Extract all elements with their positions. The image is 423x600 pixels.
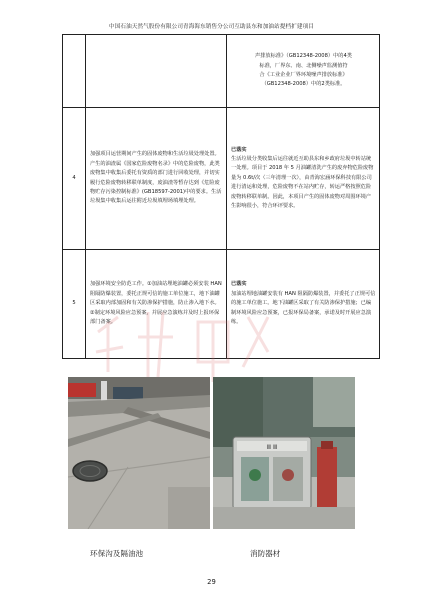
row-number: 4 [63, 108, 86, 250]
implementation-text: 生活垃圾分类收集后运往就近互助县东和乡政府垃圾中转站统一处理。项目于 2018 年 5 月油罐清洗产生的废弃物危险废物量为 0.6t/次（三年清理一次），由青海宏涵环保科技有限公司进行清运和处理，危险废物不在站内贮存，转运严格按照危险废物转移联单制。因此，本项目产生的固体废物对周围环境产生影响很小，符合环评要求。 [231, 155, 374, 210]
row-number-cell [63, 35, 86, 108]
requirement-cell [86, 35, 227, 108]
requirement-text: 加强环境安全防范工作。①加油站埋地油罐必须安装 HAN 阻隔防爆装置，委托正规可信的施工单位施工，地下油罐区采取内部加固和有关防渗保护措施，防止渗入地下水。②制定环境风险应急预案，并展应急演练并及时上报环保部门备案。 [90, 281, 222, 326]
implementation-cell [227, 250, 380, 359]
implementation-cell [227, 108, 380, 250]
drainage-photo-image [68, 377, 210, 529]
table-row [63, 250, 380, 359]
noise-standard-line: 声排放标准》（GB12348-2008）中的4类 [255, 53, 352, 60]
photo-caption-drainage: 环保沟及隔油池 [90, 549, 144, 558]
photo-drainage [68, 377, 210, 529]
fire-equipment-photo-image [213, 377, 355, 529]
noise-standard-line: 合《工业企业厂界环境噪声排放标准》 [259, 72, 348, 78]
document-header: 中国石油天然气股份有限公司青海海东销售分公司互助县东和加油站提档扩建项目 [109, 24, 314, 30]
implementation-cell [227, 35, 380, 108]
status-title: 已落实 [231, 281, 247, 288]
noise-standard-line: 标准，厂界东、南、北侧噪声监测值符 [259, 62, 348, 69]
row-number: 5 [63, 250, 86, 359]
photo-caption-fire-equipment: 消防器材 [250, 549, 281, 558]
noise-standard-line: （GB12348-2008）中的2类标准。 [261, 81, 346, 88]
svg-text:Ⅲ Ⅲ: Ⅲ Ⅲ [266, 444, 278, 451]
implementation-text: 加油站埋地油罐安装有 HAN 阻隔防爆装置，并委托了正规可信的施工单位施工。地下油罐区采取了有关防渗保护措施；已编制环境风险应急预案，已报环保局备案，承诺及时开展应急演练。 [231, 290, 376, 326]
table-row [63, 108, 380, 250]
requirement-cell [86, 108, 227, 250]
status-title: 已落实 [231, 146, 247, 153]
requirement-text: 加强项目运营期间产生的固体废物和生活垃圾处理处置。产生的油渣属《国家危险废物名录》中的危险废物，此类废物集中收集后委托有资质的部门进行回收处理，并切实履行危险废物转移联单制度，废油渣等暂存达到《危险废物贮存污染控制标准》(GB18597-2001)中的要求。生活垃圾集中收集后运往附近垃圾填埋场填埋处理。 [90, 151, 222, 205]
photo-fire-equipment [213, 377, 355, 529]
table-row [63, 35, 380, 108]
acceptance-table [62, 34, 380, 359]
requirement-cell [86, 250, 227, 359]
page-number: 29 [207, 578, 216, 586]
